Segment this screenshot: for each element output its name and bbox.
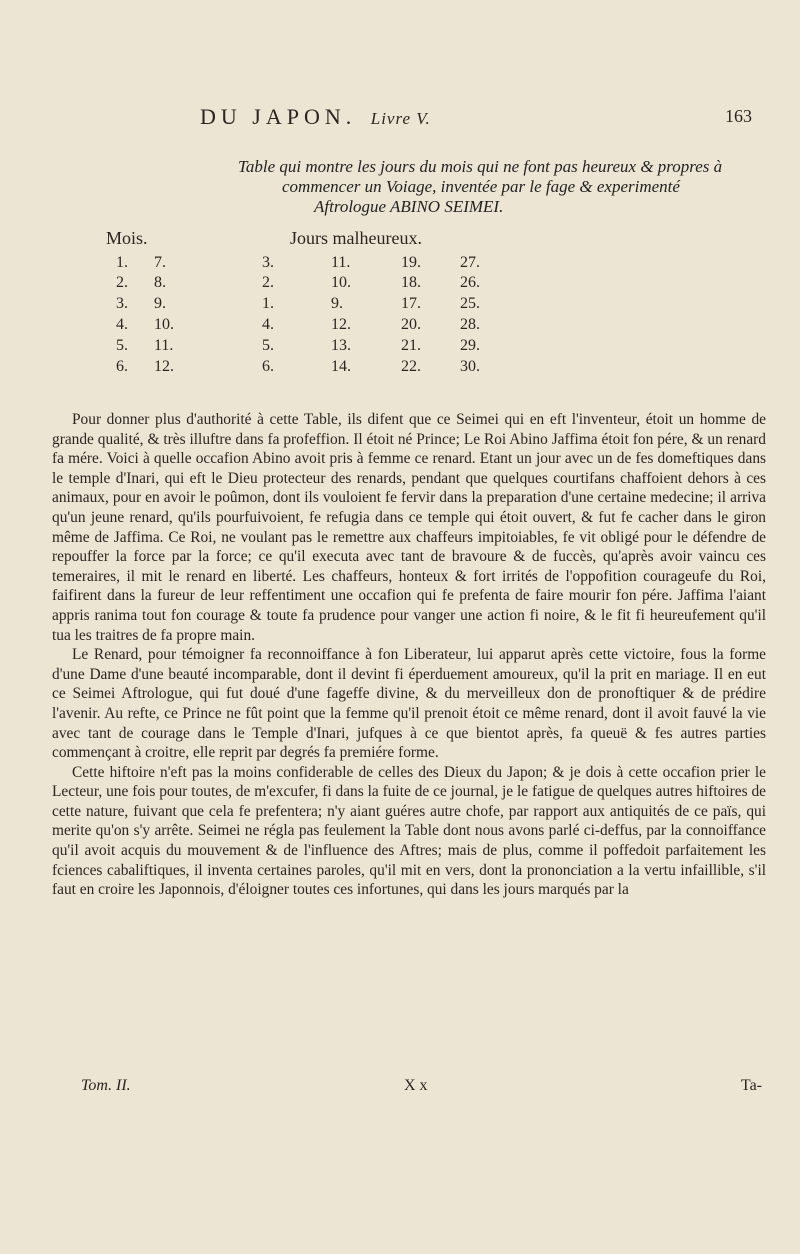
days-column-header: Jours malheureux. xyxy=(290,228,422,248)
page-footer xyxy=(0,1077,800,1099)
day-cell: 13. xyxy=(331,337,351,354)
month-cell: 4. xyxy=(116,316,128,333)
month-cell: 11. xyxy=(154,337,174,354)
paragraph: Le Renard, pour témoigner fa reconnoiffance à fon Liberateur, lui apparut après cette victoire, fous la forme d'une Dame d'une beauté incomparable, dont il devint fi éperduement amoureux, qu'il la prit en mariage. Il en eut ce Seimei Aftrologue, qui fut doué d'une fageffe divine, & du merveilleux don de pronoftiquer & de prédire l'avenir. Au refte, ce Prince ne fût point que la femme qu'il prenoit étoit ce même renard, dont il avoit fauvé la vie avec tant de courage dans le Temple d'Inari, jufques à ce que bientot après, fa queuë & fes autres parties commençant à croitre, elle reprit par degrés fa premiére forme. xyxy=(52,646,766,762)
month-cell: 3. xyxy=(116,295,128,312)
day-cell: 11. xyxy=(331,254,351,271)
paragraph: Pour donner plus d'authorité à cette Table, ils difent que ce Seimei qui en eft l'inventeur, étoit un homme de grande qualité, & très illuftre dans fa profeffion. Il étoit né Prince; Le Roi Abino Jaffima étoit fon pére, & un renard fa mére. Voici à quelle occafion Abino avoit pris à femme ce renard. Etant un jour avec un de fes domeftiques dans le temple d'Inari, qui eft le Dieu protecteur des renards, pendant que quelques courtifans chaffoient dehors à ces animaux, pour en avoir le poûmon, dont ils vouloient fe fervir dans la preparation d'une certaine medecine; il arriva qu'un jeune renard, qu'ils pourfuivoient, fe refugia dans ce temple qui étoit ouvert, & fut fe cacher dans le giron même de Jaffima. Ce Roi, ne voulant pas le remettre aux chaffeurs impitoiables, fe vit obligé pour le défendre de repouffer la force par la force; ce qu'il executa avec tant de bravoure & de fuccès, qu'après avoir vaincu ces temeraires, il mit le renard en liberté. Les chaffeurs, honteux & fort irrités de l'oppofition courageufe du Roi, faifirent dans la fureur de leur reffentiment une occafion qui fe prefenta de faire mourir fon pére. Jaffima l'aiant appris ranima tout fon courage & toute fa prudence pour vanger une action fi noire, & le fit fi heureufement qu'il tua les traitres de fa propre main. xyxy=(52,411,766,644)
month-column-header: Mois. xyxy=(106,228,148,248)
day-cell: 5. xyxy=(262,337,274,354)
day-cell: 12. xyxy=(331,316,351,333)
day-cell: 14. xyxy=(331,358,351,375)
day-cell: 29. xyxy=(460,337,480,354)
table-row xyxy=(0,254,800,274)
day-cell: 30. xyxy=(460,358,480,375)
month-cell: 6. xyxy=(116,358,128,375)
day-cell: 20. xyxy=(401,316,421,333)
book-number: Livre V. xyxy=(370,109,431,128)
day-cell: 2. xyxy=(262,274,274,291)
day-cell: 26. xyxy=(460,274,480,291)
table-row xyxy=(0,337,800,357)
table-row xyxy=(0,274,800,294)
day-cell: 3. xyxy=(262,254,274,271)
running-title xyxy=(200,104,431,130)
month-cell: 8. xyxy=(154,274,166,291)
day-cell: 28. xyxy=(460,316,480,333)
table-row xyxy=(0,358,800,378)
month-cell: 10. xyxy=(154,316,174,333)
month-cell: 9. xyxy=(154,295,166,312)
day-cell: 6. xyxy=(262,358,274,375)
day-cell: 25. xyxy=(460,295,480,312)
month-cell: 1. xyxy=(116,254,128,271)
day-cell: 4. xyxy=(262,316,274,333)
caption-line: commencer un Voiage, inventée par le fage & experimenté xyxy=(282,177,680,196)
catchword: Ta- xyxy=(740,1077,762,1094)
month-cell: 2. xyxy=(116,274,128,291)
day-cell: 21. xyxy=(401,337,421,354)
body-text xyxy=(52,410,766,900)
month-cell: 12. xyxy=(154,358,174,375)
table-row xyxy=(0,295,800,315)
caption-line: Aftrologue ABINO SEIMEI. xyxy=(314,197,504,216)
month-cell: 7. xyxy=(154,254,166,271)
running-head xyxy=(0,104,800,134)
day-cell: 22. xyxy=(401,358,421,375)
day-cell: 18. xyxy=(401,274,421,291)
day-cell: 9. xyxy=(331,295,343,312)
running-title-text: DU JAPON. xyxy=(200,104,357,129)
day-cell: 10. xyxy=(331,274,351,291)
day-cell: 19. xyxy=(401,254,421,271)
table-row xyxy=(0,316,800,336)
unlucky-days-table xyxy=(0,228,800,398)
paragraph: Cette hiftoire n'eft pas la moins confiderable de celles des Dieux du Japon; & je dois à cette occafion prier le Lecteur, une fois pour toutes, de m'excufer, fi dans la fuite de ce journal, je le fatigue de quelques autres hiftoires de cette nature, fuivant que cela fe prefentera; n'y aiant guéres autre chofe, par rapport aux antiquités de ce païs, qui merite qu'on s'y arrête. Seimei ne régla pas feulement la Table dont nous avons parlé ci-deffus, par la connoiffance qu'il avoit acquis du mouvement & de l'influence des Aftres; mais de plus, comme il poffedoit parfaitement les fciences cabaliftiques, il inventa certaines paroles, qu'il mit en vers, dont la prononciation a la vertu infaillible, s'il faut en croire les Japonnois, d'éloigner toutes ces infortunes, qui dans les jours marqués par la xyxy=(52,763,766,899)
day-cell: 27. xyxy=(460,254,480,271)
table-caption xyxy=(238,157,723,217)
signature-mark: X x xyxy=(404,1077,428,1094)
day-cell: 1. xyxy=(262,295,274,312)
volume-mark: Tom. II. xyxy=(81,1077,131,1094)
page-number: 163 xyxy=(725,106,752,126)
day-cell: 17. xyxy=(401,295,421,312)
month-cell: 5. xyxy=(116,337,128,354)
caption-line: Table qui montre les jours du mois qui ne font pas heureux & propres à xyxy=(238,157,723,176)
